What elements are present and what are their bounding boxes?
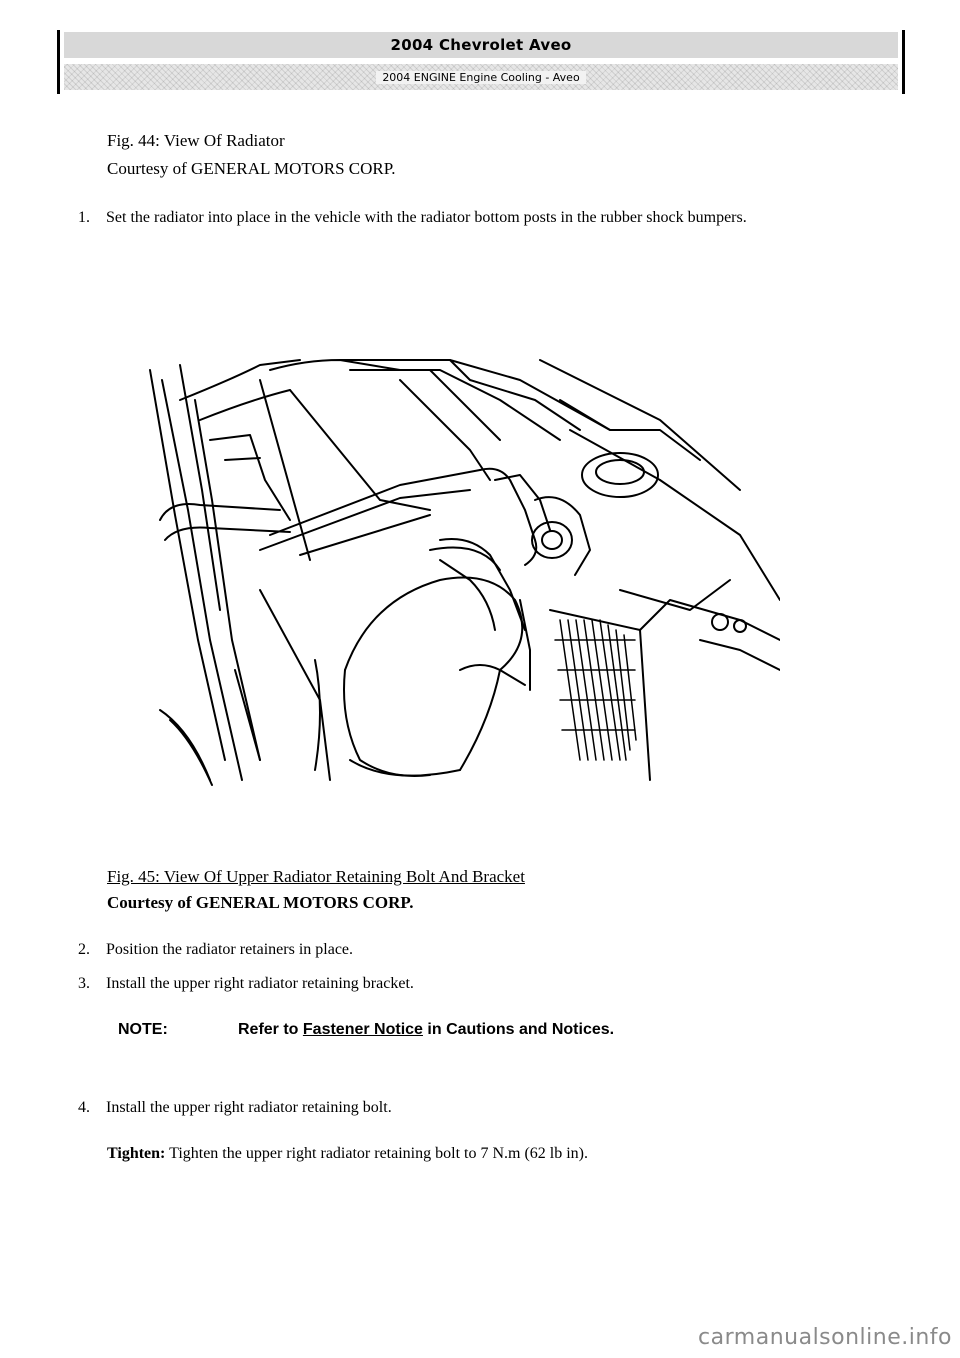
figure-44-caption: Fig. 44: View Of Radiator (107, 131, 285, 150)
tighten-label: Tighten: (107, 1145, 166, 1162)
header-title-band (64, 32, 898, 58)
radiator-bracket-illustration (140, 340, 780, 790)
figure-45-courtesy: Courtesy of GENERAL MOTORS CORP. (107, 893, 414, 912)
tighten-spec (107, 1142, 588, 1166)
header-right-rule (902, 30, 905, 94)
step-text: Install the upper right radiator retaining bracket. (106, 975, 414, 992)
document-subtitle: 2004 ENGINE Engine Cooling - Aveo (376, 71, 585, 84)
document-title: 2004 Chevrolet Aveo (390, 36, 572, 54)
step-text: Install the upper right radiator retaining bolt. (106, 1099, 392, 1116)
step-text: Position the radiator retainers in place. (106, 941, 354, 958)
fastener-notice-link[interactable]: Fastener Notice (302, 1021, 423, 1038)
step-number: 1. (78, 209, 90, 226)
step-number: 2. (78, 941, 90, 958)
site-watermark: carmanualsonline.info (698, 1325, 952, 1350)
figure-44-courtesy: Courtesy of GENERAL MOTORS CORP. (107, 159, 396, 178)
note-suffix: in Cautions and Notices. (422, 1021, 615, 1038)
step-text: Set the radiator into place in the vehicle with the radiator bottom posts in the rubber shock bumpers. (106, 209, 747, 226)
header-left-rule (57, 30, 60, 94)
note-label: NOTE: (118, 1021, 168, 1038)
note-prefix: Refer to (238, 1021, 303, 1038)
header-subtitle-band (64, 64, 898, 90)
note-body (238, 1018, 708, 1042)
step-number: 4. (78, 1099, 90, 1116)
step-number: 3. (78, 975, 90, 992)
figure-45-caption: Fig. 45: View Of Upper Radiator Retaining Bolt And Bracket (107, 867, 525, 886)
tighten-text: Tighten the upper right radiator retaining bolt to 7 N.m (62 lb in). (165, 1145, 588, 1162)
page-header (57, 30, 905, 94)
